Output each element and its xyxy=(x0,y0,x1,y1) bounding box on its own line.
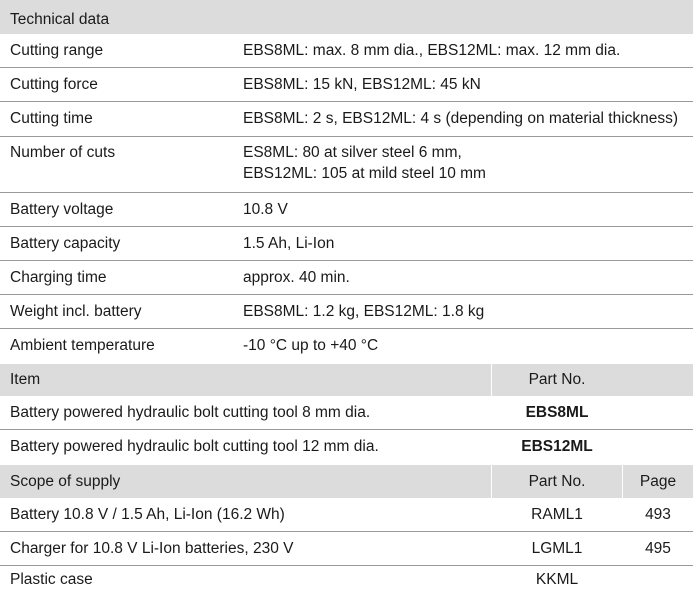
spec-value: EBS8ML: 1.2 kg, EBS12ML: 1.8 kg xyxy=(243,303,485,320)
spec-row-charging-time xyxy=(0,261,693,295)
spec-value-line-1: ES8ML: 80 at silver steel 6 mm, xyxy=(243,144,462,161)
spec-value: EBS8ML: 2 s, EBS12ML: 4 s (depending on material thickness) xyxy=(243,110,679,127)
part-number: EBS12ML xyxy=(521,438,593,455)
page-number: 493 xyxy=(645,506,671,523)
scope-description: Battery 10.8 V / 1.5 Ah, Li-Ion (16.2 Wh) xyxy=(10,506,285,523)
spec-label: Number of cuts xyxy=(10,144,116,161)
spec-label: Battery capacity xyxy=(10,235,121,252)
spec-label: Cutting force xyxy=(10,76,98,93)
spec-value: EBS8ML: 15 kN, EBS12ML: 45 kN xyxy=(243,76,481,93)
item-description: Battery powered hydraulic bolt cutting tool 12 mm dia. xyxy=(10,438,379,455)
column-divider xyxy=(491,364,492,396)
column-divider xyxy=(491,465,492,498)
page-number: 495 xyxy=(645,540,671,557)
spec-value: 1.5 Ah, Li-Ion xyxy=(243,235,335,252)
spec-label: Weight incl. battery xyxy=(10,303,142,320)
spec-row-battery-voltage xyxy=(0,193,693,227)
spec-row-battery-capacity xyxy=(0,227,693,261)
column-divider xyxy=(622,465,623,498)
spec-row-cutting-time xyxy=(0,102,693,136)
spec-value: 10.8 V xyxy=(243,201,288,218)
technical-data-header xyxy=(0,0,693,34)
spec-value-line-2: EBS12ML: 105 at mild steel 10 mm xyxy=(243,165,486,182)
scope-row-charger xyxy=(0,532,693,565)
part-no-column-heading: Part No. xyxy=(528,473,586,490)
spec-label: Cutting range xyxy=(10,42,104,59)
spec-value: -10 °C up to +40 °C xyxy=(243,337,379,354)
spec-value: EBS8ML: max. 8 mm dia., EBS12ML: max. 12 mm dia. xyxy=(243,42,621,59)
spec-label: Charging time xyxy=(10,269,107,286)
item-row-ebs12ml xyxy=(0,430,693,464)
page-column-heading: Page xyxy=(639,473,677,490)
part-number: KKML xyxy=(535,571,579,588)
scope-row-battery xyxy=(0,498,693,531)
scope-description: Charger for 10.8 V Li-Ion batteries, 230 V xyxy=(10,540,294,557)
spec-label: Battery voltage xyxy=(10,201,114,218)
spec-row-weight xyxy=(0,295,693,329)
spec-row-ambient-temperature xyxy=(0,329,693,363)
technical-data-title: Technical data xyxy=(10,11,110,28)
item-row-ebs8ml xyxy=(0,396,693,429)
part-number: EBS8ML xyxy=(525,404,589,421)
spec-row-cutting-force xyxy=(0,68,693,102)
spec-row-cutting-range xyxy=(0,34,693,68)
part-number: RAML1 xyxy=(531,506,583,523)
part-number: LGML1 xyxy=(531,540,583,557)
item-description: Battery powered hydraulic bolt cutting tool 8 mm dia. xyxy=(10,404,371,421)
spec-value: approx. 40 min. xyxy=(243,269,350,286)
spec-row-number-of-cuts xyxy=(0,137,693,192)
part-no-column-heading: Part No. xyxy=(528,371,586,388)
spec-label: Ambient temperature xyxy=(10,337,155,354)
item-table-header xyxy=(0,364,693,396)
spec-label: Cutting time xyxy=(10,110,93,127)
scope-column-heading: Scope of supply xyxy=(10,473,121,490)
scope-row-plastic-case xyxy=(0,566,693,592)
scope-table-header xyxy=(0,465,693,498)
item-column-heading: Item xyxy=(10,371,41,388)
scope-description: Plastic case xyxy=(10,571,93,588)
